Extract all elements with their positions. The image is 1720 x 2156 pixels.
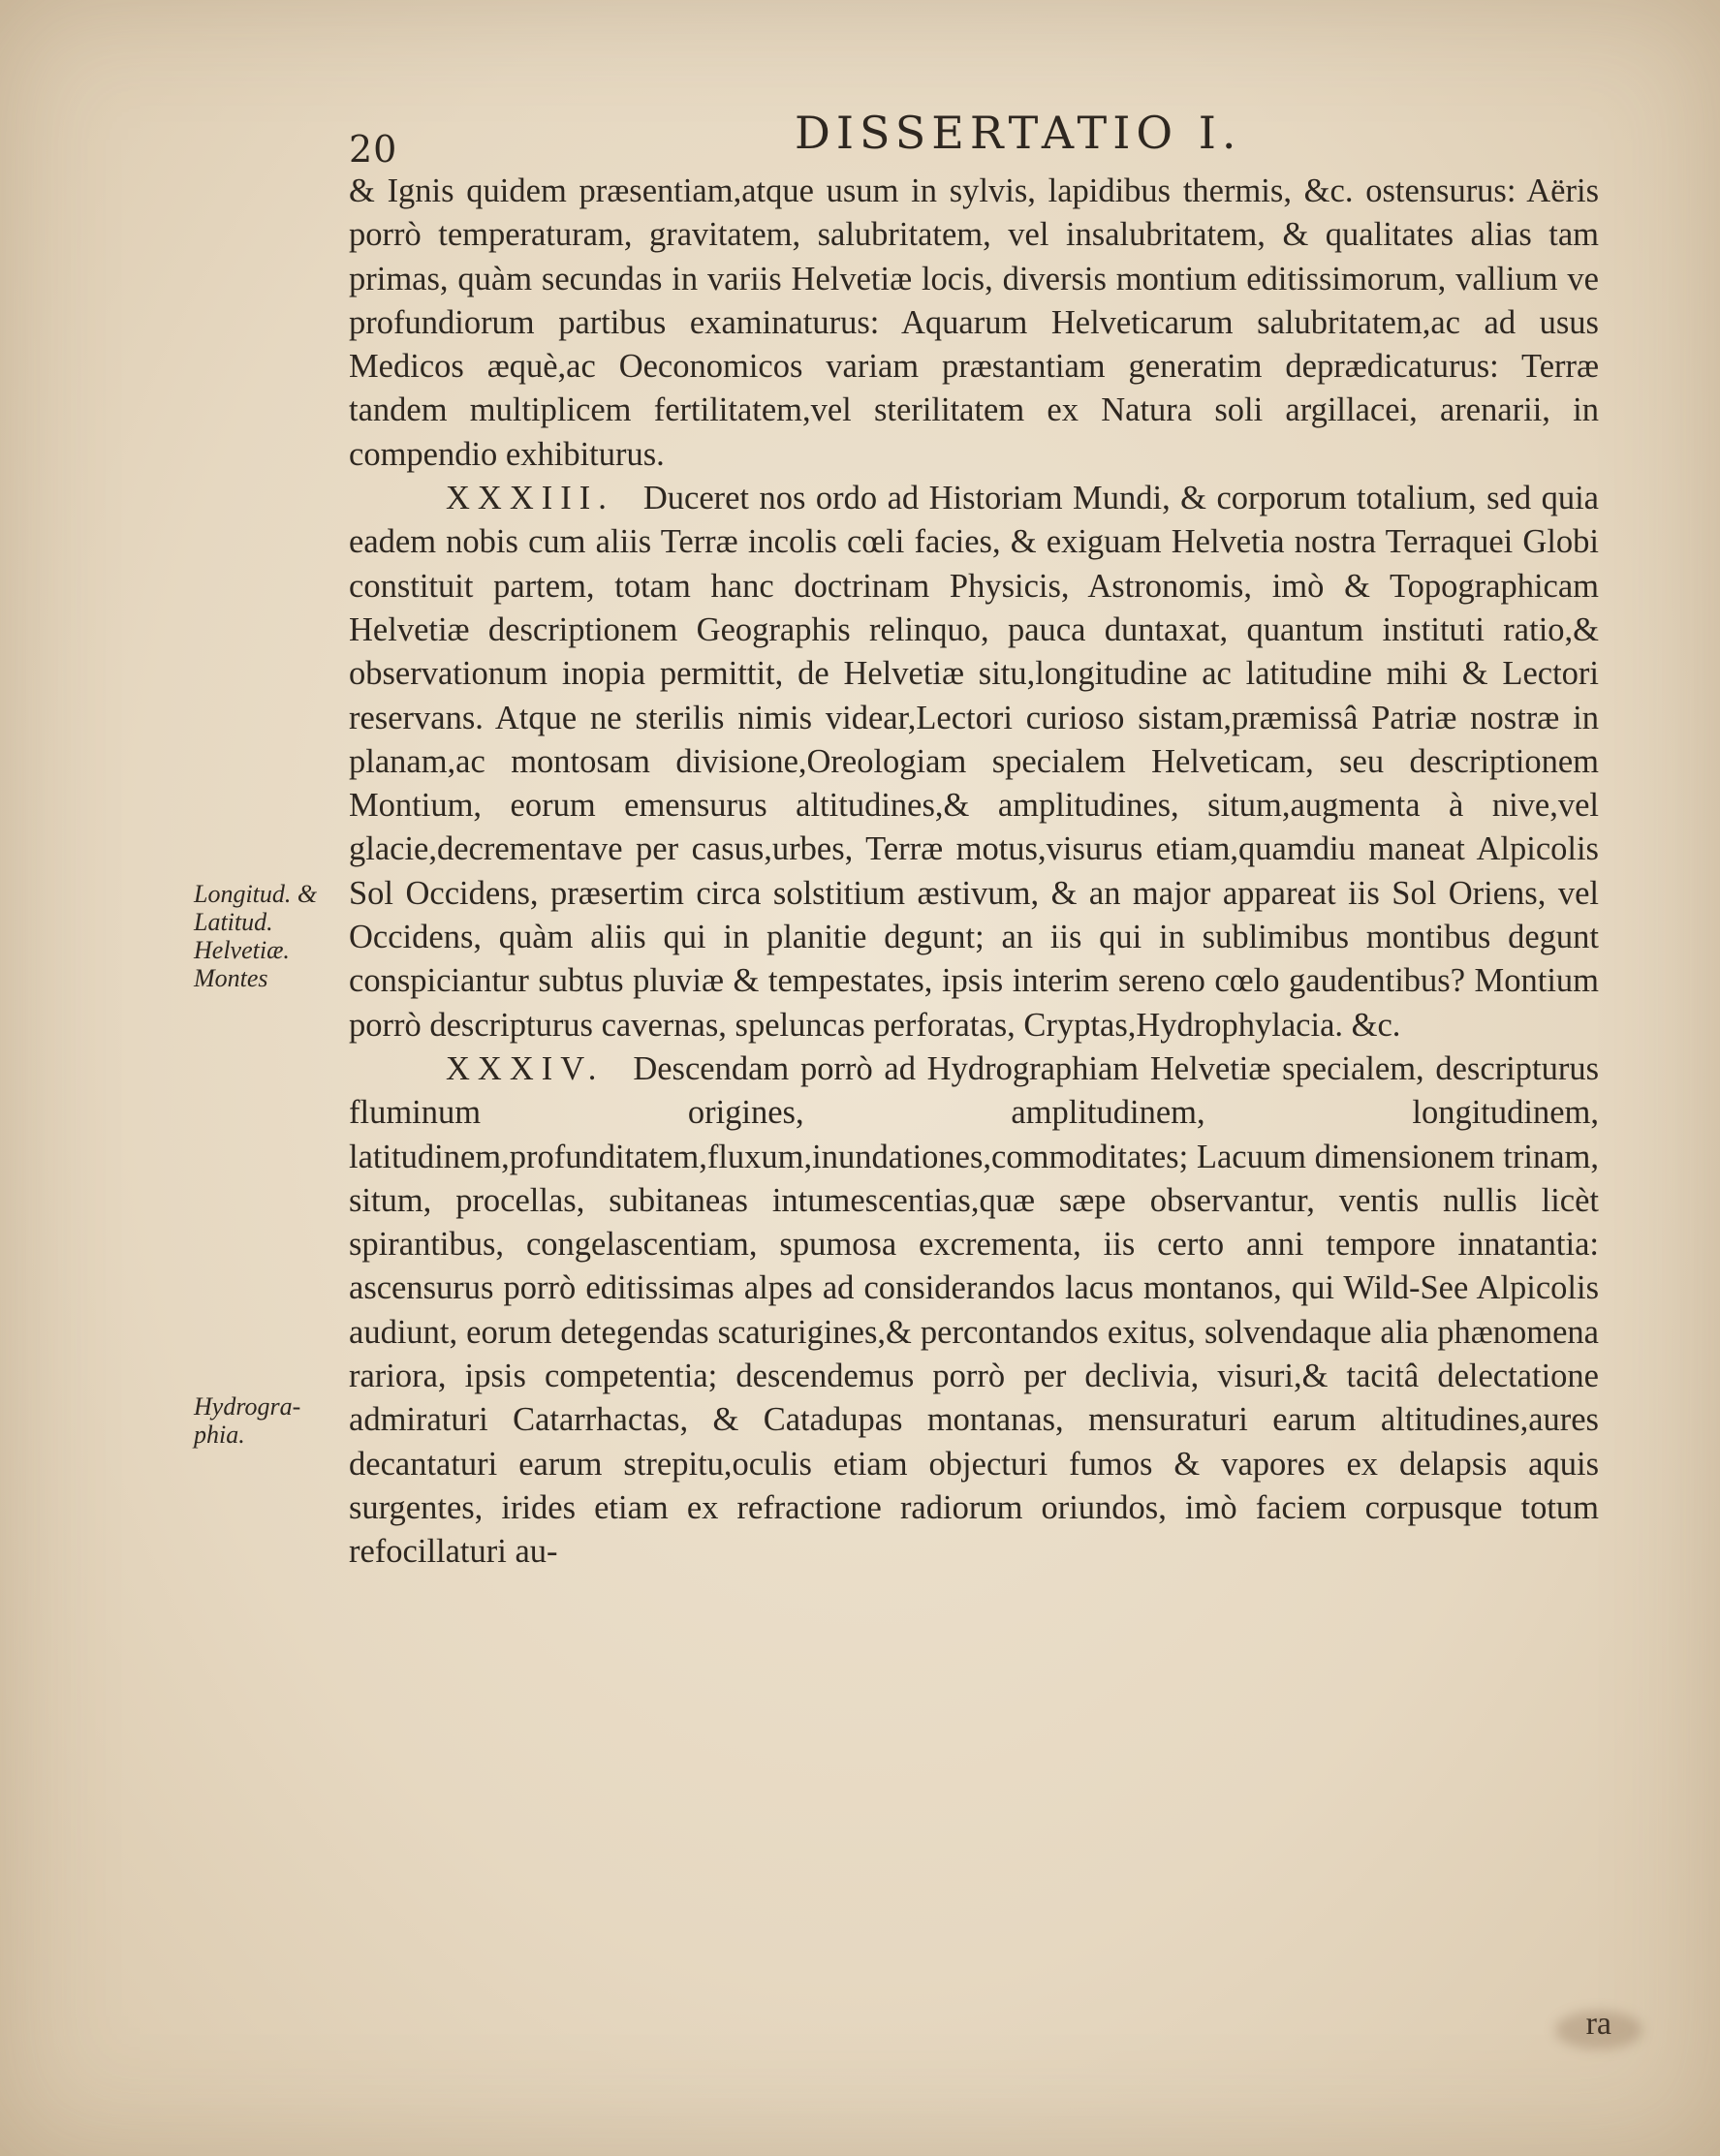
body-text (349, 170, 1599, 1575)
paragraph-section-34 (349, 1047, 1599, 1575)
section-number: XXXIII. (446, 480, 614, 517)
margin-note-hydrographia: Hydrogra-phia. (194, 1392, 301, 1449)
paragraph-text: Duceret nos ordo ad Historiam Mundi, & corporum totalium, sed quia eadem nobis cum aliis Terræ incolis cœli facies, & exiguam Helvetia nostra Terraquei Globi constituit partem, totam hanc doctrinam Physicis, Astronomis, imò & Topographicam Helvetiæ descriptionem Geographis relinquo, pauca duntaxat, quantum instituti ratio,& observationum inopia permittit, de Helvetiæ situ,longitudine ac latitudine mihi & Lectori reservans. Atque ne sterilis nimis videar,Lectori curioso sistam,præmissâ Patriæ nostræ in planam,ac montosam divisione,Oreologiam specialem Helveticam, seu descriptionem Montium, eorum emensurus altitudines,& amplitudines, situm,augmenta à nive,vel glacie,decrementave per casus,urbes, Terræ motus,visurus etiam,quamdiu maneat Alpicolis Sol Occidens, præsertim circa solstitium æstivum, & an major appareat iis Sol Oriens, vel Occidens, quàm aliis qui in planitie degunt; an iis qui in sublimibus montibus degunt conspiciantur subtus pluviæ & tempestates, ipsis interim sereno cœlo gaudentibus? Montium porrò descripturus cavernas, speluncas perforatas, Cryptas,Hydrophylacia. &c. (349, 480, 1599, 1044)
paper-stain (1555, 2011, 1642, 2049)
paragraph-section-33 (349, 477, 1599, 1047)
margin-note-longitude: Longitud. & Latitud. Helvetiæ. Montes (194, 880, 318, 992)
running-title: DISSERTATIO I. (795, 107, 1242, 159)
paragraph-intro (349, 170, 1599, 477)
page-number: 20 (349, 128, 398, 171)
catchword: ra (1585, 2006, 1611, 2042)
page-header (349, 107, 1589, 171)
paragraph-text: & Ignis quidem præsentiam,atque usum in sylvis, lapidibus thermis, &c. ostensurus: Aëris porrò temperaturam, gravitatem, salubritatem, vel insalubritatem, & qualitates alias tam primas, quàm secundas in variis Helvetiæ locis, diversis montium editissimorum, vallium ve profundiorum partibus examinaturus: Aquarum Helveticarum salubritatem,ac ad usus Medicos æquè,ac Oeconomicos variam præstantiam generatim deprædicaturus: Terræ tandem multiplicem fertilitatem,vel sterilitatem ex Natura soli argillacei, arenarii, in compendio exhibiturus. (349, 172, 1599, 473)
section-number: XXXIV. (446, 1049, 605, 1087)
paragraph-text: Descendam porrò ad Hydrographiam Helvetiæ specialem, descripturus fluminum origines, amplitudinem, longitudinem, latitudinem,profunditatem,fluxum,inundationes,commoditates; Lacuum dimensionem trinam, situm, procellas, subitaneas intumescentias,quæ sæpe observantur, ventis nullis licèt spirantibus, congelascentiam, spumosa excrementa, iis certo anni tempore innatantia: ascensurus porrò editissimas alpes ad considerandos lacus montanos, qui Wild-See Alpicolis audiunt, eorum detegendas scaturigines,& percontandos exitus, solvendaque alia phænomena rariora, ipsis competentia; descendemus porrò per declivia, visuri,& tacitâ delectatione admiraturi Catarrhactas, & Catadupas montanas, mensuraturi earum altitudines,aures decantaturi earum strepitu,oculis etiam objecturi fumos & vapores ex delapsis aquis surgentes, irides etiam ex refractione radiorum oriundos, imò faciem corpusque totum refocillaturi au- (349, 1049, 1599, 1571)
